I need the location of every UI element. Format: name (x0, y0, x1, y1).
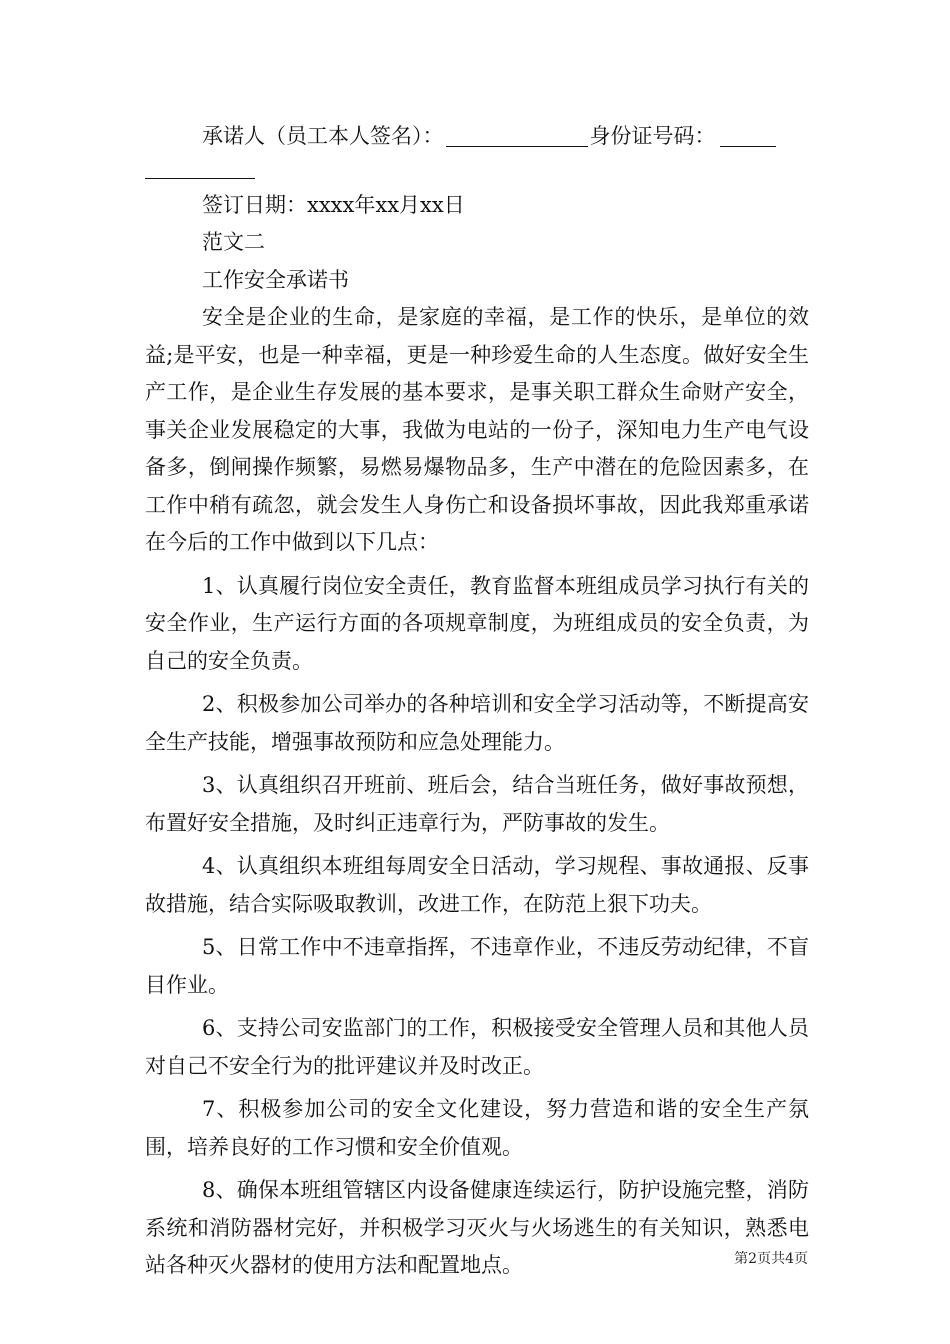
promiser-label: 承诺人（员工本人签名）： (202, 124, 444, 148)
commitment-item: 2、积极参加公司举办的各种培训和安全学习活动等，不断提高安全生产技能，增强事故预防和应急处理能力。 (145, 692, 809, 754)
commitment-item: 4、认真组织本班组每周安全日活动，学习规程、事故通报、反事故措施，结合实际吸取教训，改进工作，在防范上狠下功夫。 (145, 854, 809, 916)
signature-blank (446, 124, 588, 147)
page-number: 第2页共4页 (734, 1251, 808, 1267)
id-number-blank (720, 124, 776, 147)
commitment-item: 3、认真组织召开班前、班后会，结合当班任务，做好事故预想，布置好安全措施，及时纠正违章行为，严防事故的发生。 (145, 773, 809, 835)
signing-date: 签订日期：xxxx年xx月xx日 (202, 192, 465, 217)
commitment-item: 5、日常工作中不违章指挥，不违章作业，不违反劳动纪律，不盲目作业。 (145, 935, 809, 997)
id-number-blank-continued (145, 156, 255, 179)
commitment-item: 6、支持公司安监部门的工作，积极接受安全管理人员和其他人员对自己不安全行为的批评建议并及时改正。 (145, 1016, 809, 1078)
document-title: 工作安全承诺书 (202, 267, 349, 292)
id-number-label: 身份证号码： (589, 124, 716, 148)
document-body (145, 118, 809, 1285)
section-label: 范文二 (202, 230, 265, 254)
commitment-item: 1、认真履行岗位安全责任，教育监督本班组成员学习执行有关的安全作业，生产运行方面的各项规章制度，为班组成员的安全负责，为自己的安全负责。 (145, 573, 809, 673)
intro-paragraph: 安全是企业的生命，是家庭的幸福，是工作的快乐，是单位的效益;是平安，也是一种幸福，更是一种珍爱生命的人生态度。做好安全生产工作，是企业生存发展的基本要求，是事关职工群众生命财产安全，事关企业发展稳定的大事，我做为电站的一份子，深知电力生产电气设备多，倒闸操作频繁，易燃易爆物品多，生产中潜在的危险因素多，在工作中稍有疏忽，就会发生人身伤亡和设备损坏事故，因此我郑重承诺在今后的工作中做到以下几点： (145, 305, 809, 554)
commitment-item: 8、确保本班组管辖区内设备健康连续运行，防护设施完整，消防系统和消防器材完好，并积极学习灭火与火场逃生的有关知识，熟悉电站各种灭火器材的使用方法和配置地点。 (145, 1178, 809, 1277)
signature-line (145, 118, 809, 156)
commitment-item: 7、积极参加公司的安全文化建设，努力营造和谐的安全生产氛围，培养良好的工作习惯和安全价值观。 (145, 1097, 809, 1159)
